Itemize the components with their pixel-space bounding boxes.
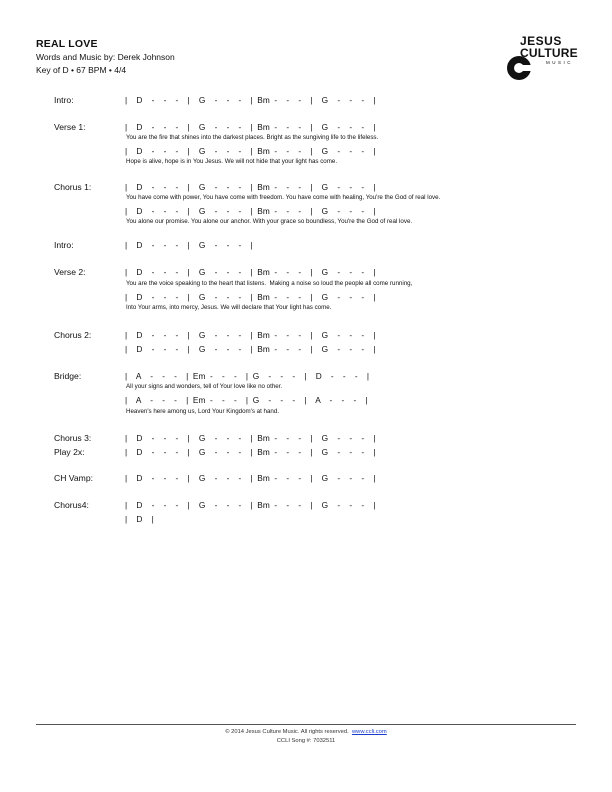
section-label-chorus-4: Chorus4: <box>54 500 89 510</box>
section-label-verse-1: Verse 1: <box>54 122 86 132</box>
logo-line1: JESUS <box>520 34 562 48</box>
section-label-intro: Intro: <box>54 95 74 105</box>
section-label-intro-2: Intro: <box>54 240 74 250</box>
section-label-chorus-2: Chorus 2: <box>54 330 92 340</box>
logo-line2: CULTURE <box>520 46 578 60</box>
chord-line: | D - - - | G - - - | Bm - - - | G - - - | <box>125 182 376 192</box>
song-key-info: Key of D • 67 BPM • 4/4 <box>36 65 127 75</box>
chord-line: | D - - - | G - - - | Bm - - - | G - - - | <box>125 473 376 483</box>
chord-line: | D - - - | G - - - | Bm - - - | G - - - | <box>125 267 376 277</box>
chord-line: | D - - - | G - - - | Bm - - - | G - - - | <box>125 433 376 443</box>
chord-line: | A - - - | Em - - - | G - - - | A - - - | <box>125 395 368 405</box>
jesus-culture-logo <box>496 34 580 74</box>
chord-line: | D | <box>125 514 154 524</box>
lyric-line: You alone our promise. You alone our anchor. With your grace so boundless, You're the God of real love. <box>126 218 413 225</box>
lyric-line: You are the fire that shines into the darkest places. Bright as the sungiving life to the lifeless. <box>126 134 379 141</box>
section-label-chorus-1: Chorus 1: <box>54 182 92 192</box>
footer-ccli-number: CCLI Song #: 7032511 <box>276 738 336 744</box>
lyric-line: Heaven's here among us, Lord Your Kingdom's at hand. <box>126 408 280 415</box>
section-label-verse-2: Verse 2: <box>54 267 86 277</box>
chord-line: | D - - - | G - - - | <box>125 240 253 250</box>
chord-line: | A - - - | Em - - - | G - - - | D - - - | <box>125 371 370 381</box>
chord-line: | D - - - | G - - - | Bm - - - | G - - - | <box>125 206 376 216</box>
section-label-chorus-3: Chorus 3: <box>54 433 92 443</box>
chord-line: | D - - - | G - - - | Bm - - - | G - - - | <box>125 146 376 156</box>
section-label-play-2x: Play 2x: <box>54 447 85 457</box>
lyric-line: Hope is alive, hope is in You Jesus. We will not hide that your light has come. <box>126 158 338 165</box>
chord-line: | D - - - | G - - - | Bm - - - | G - - - | <box>125 95 376 105</box>
lyric-line: All your signs and wonders, tell of Your love like no other. <box>126 383 283 390</box>
lyric-line: You have come with power, You have come with freedom. You have come with healing, You're the God of real love. <box>126 194 441 201</box>
section-label-bridge: Bridge: <box>54 371 82 381</box>
song-title: REAL LOVE <box>36 38 98 50</box>
chord-line: | D - - - | G - - - | Bm - - - | G - - - | <box>125 344 376 354</box>
footer-divider <box>36 724 576 725</box>
footer-copyright-line <box>0 729 612 735</box>
lyric-line: Into Your arms, into mercy, Jesus. We will declare that Your light has come. <box>126 304 332 311</box>
section-label-ch-vamp: CH Vamp: <box>54 473 93 483</box>
lyric-line: You are the voice speaking to the heart that listens. Making a noise so loud the people all come running, <box>126 280 413 287</box>
song-credits: Words and Music by: Derek Johnson <box>36 52 175 62</box>
chord-line: | D - - - | G - - - | Bm - - - | G - - - | <box>125 292 376 302</box>
footer-copyright: © 2014 Jesus Culture Music. All rights reserved. <box>225 729 349 735</box>
chord-line: | D - - - | G - - - | Bm - - - | G - - - | <box>125 330 376 340</box>
logo-line3: MUSIC <box>546 60 573 65</box>
chord-line: | D - - - | G - - - | Bm - - - | G - - - | <box>125 122 376 132</box>
chord-line: | D - - - | G - - - | Bm - - - | G - - - | <box>125 500 376 510</box>
ccli-link[interactable]: www.ccli.com <box>351 729 387 735</box>
chord-line: | D - - - | G - - - | Bm - - - | G - - - | <box>125 447 376 457</box>
